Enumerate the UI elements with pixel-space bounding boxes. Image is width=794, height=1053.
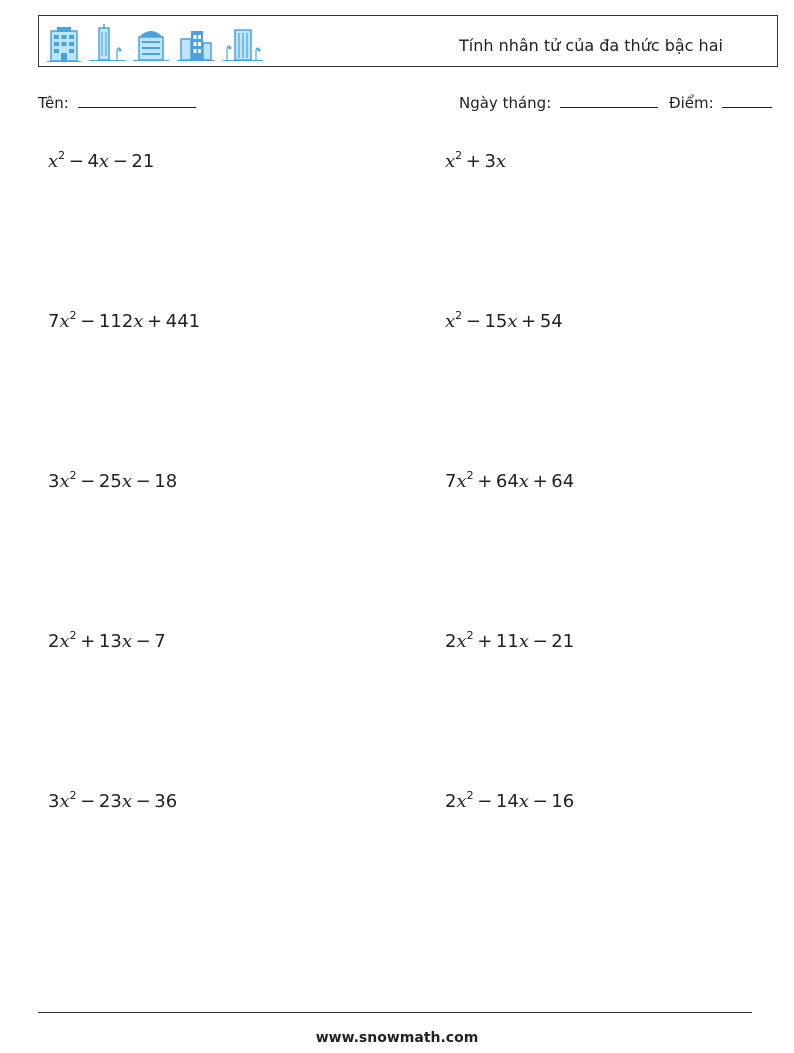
variable-x: x — [456, 471, 467, 492]
variable-x: x — [59, 311, 70, 332]
linear-coefficient: 14 — [495, 791, 519, 812]
constant-term: 441 — [165, 311, 201, 332]
header-icons — [47, 23, 263, 63]
variable-x: x — [456, 631, 467, 652]
operator: − — [135, 791, 151, 812]
quadratic-coefficient: 3 — [48, 791, 60, 812]
variable-x: x — [445, 151, 456, 172]
quadratic-coefficient: 2 — [445, 631, 457, 652]
date-blank[interactable] — [560, 93, 658, 108]
operator: − — [68, 151, 84, 172]
variable-x: x — [518, 631, 529, 652]
operator: + — [532, 471, 548, 492]
score-blank[interactable] — [722, 93, 772, 108]
linear-coefficient: 112 — [98, 311, 134, 332]
domed-building-icon — [133, 23, 169, 63]
variable-x: x — [456, 791, 467, 812]
linear-coefficient: 13 — [98, 631, 122, 652]
quadratic-coefficient: 2 — [48, 631, 60, 652]
date-label: Ngày tháng: — [459, 94, 552, 112]
variable-x: x — [59, 631, 70, 652]
operator: + — [521, 311, 537, 332]
problem-2 — [445, 150, 506, 172]
constant-term: 21 — [551, 631, 575, 652]
linear-coefficient: 23 — [98, 791, 122, 812]
score-label: Điểm: — [669, 94, 714, 112]
problem-9 — [48, 790, 177, 812]
problem-3 — [48, 310, 200, 332]
operator: + — [477, 631, 493, 652]
operator: − — [532, 791, 548, 812]
city-blocks-icon — [177, 23, 215, 63]
name-label: Tên: — [38, 94, 69, 112]
operator: + — [80, 631, 96, 652]
linear-coefficient: 15 — [484, 311, 508, 332]
linear-coefficient: 25 — [98, 471, 122, 492]
footer-website: www.snowmath.com — [315, 1030, 479, 1046]
operator: − — [80, 311, 96, 332]
exponent: 2 — [466, 629, 474, 642]
problem-8 — [445, 630, 574, 652]
constant-term: 36 — [154, 791, 178, 812]
constant-term: 64 — [551, 471, 575, 492]
exponent: 2 — [455, 309, 463, 322]
exponent: 2 — [69, 629, 77, 642]
variable-x: x — [48, 151, 59, 172]
variable-x: x — [445, 311, 456, 332]
problem-4 — [445, 310, 563, 332]
operator: − — [532, 631, 548, 652]
name-blank[interactable] — [78, 93, 196, 108]
problem-10 — [445, 790, 574, 812]
exponent: 2 — [69, 789, 77, 802]
variable-x: x — [121, 471, 132, 492]
tower-with-streetlamp-icon — [89, 23, 125, 63]
variable-x: x — [121, 631, 132, 652]
skyscraper-with-streetlamp-icon — [223, 23, 263, 63]
exponent: 2 — [466, 789, 474, 802]
operator: − — [80, 471, 96, 492]
problem-1 — [48, 150, 154, 172]
linear-coefficient: 11 — [495, 631, 519, 652]
footer-divider — [38, 1012, 752, 1013]
operator: − — [477, 791, 493, 812]
date-field — [459, 93, 658, 112]
linear-coefficient: 3 — [484, 151, 496, 172]
variable-x: x — [133, 311, 144, 332]
exponent: 2 — [69, 469, 77, 482]
quadratic-coefficient: 3 — [48, 471, 60, 492]
problem-6 — [445, 470, 574, 492]
constant-term: 16 — [551, 791, 575, 812]
operator: − — [135, 471, 151, 492]
operator: − — [112, 151, 128, 172]
problem-5 — [48, 470, 177, 492]
operator: + — [465, 151, 481, 172]
variable-x: x — [59, 791, 70, 812]
variable-x: x — [518, 471, 529, 492]
linear-coefficient: 4 — [87, 151, 99, 172]
variable-x: x — [59, 471, 70, 492]
exponent: 2 — [455, 149, 463, 162]
constant-term: 54 — [539, 311, 563, 332]
operator: − — [135, 631, 151, 652]
operator: − — [80, 791, 96, 812]
quadratic-coefficient: 7 — [445, 471, 457, 492]
quadratic-coefficient: 7 — [48, 311, 60, 332]
problem-7 — [48, 630, 166, 652]
operator: − — [465, 311, 481, 332]
constant-term: 21 — [131, 151, 155, 172]
variable-x: x — [98, 151, 110, 172]
constant-term: 7 — [154, 631, 166, 652]
score-field — [669, 93, 772, 112]
worksheet-title: Tính nhân tử của đa thức bậc hai — [459, 36, 723, 55]
operator: + — [477, 471, 493, 492]
variable-x: x — [121, 791, 132, 812]
constant-term: 18 — [154, 471, 178, 492]
quadratic-coefficient: 2 — [445, 791, 457, 812]
exponent: 2 — [466, 469, 474, 482]
variable-x: x — [507, 311, 518, 332]
linear-coefficient: 64 — [495, 471, 519, 492]
exponent: 2 — [69, 309, 77, 322]
operator: + — [147, 311, 163, 332]
variable-x: x — [518, 791, 529, 812]
worksheet-header — [38, 15, 778, 67]
name-field — [38, 93, 196, 112]
exponent: 2 — [58, 149, 66, 162]
office-building-icon — [47, 25, 81, 63]
variable-x: x — [495, 151, 507, 172]
